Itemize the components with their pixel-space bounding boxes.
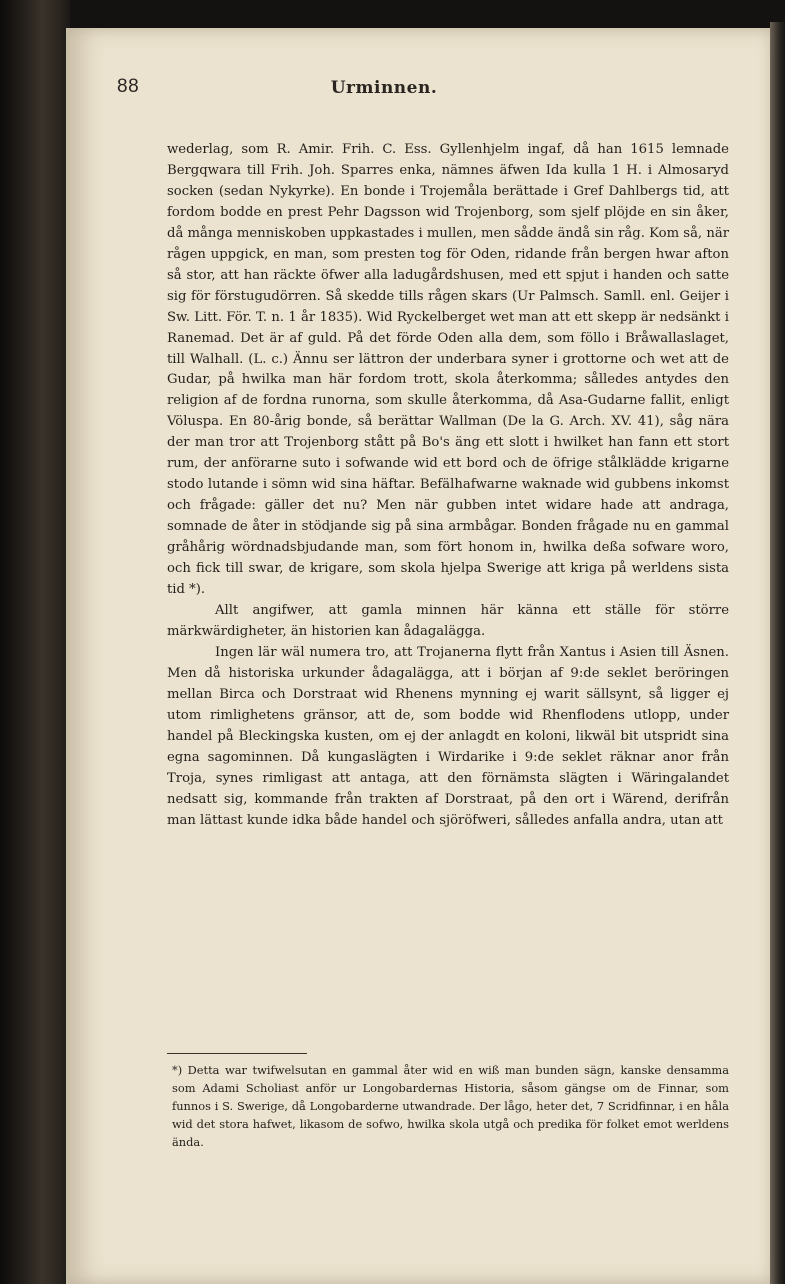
paragraph: Ingen lär wäl numera tro, att Trojanerna flytt från Xantus i Asien till Äsnen. Men då historiska urkunder ådagalägga, att i början af 9:de seklet beröringen mellan Birca och Dorstraat wid Rhenens mynning ej warit sällsynt, så ligger ej utom rimlighetens gränsor, att de, som bodde wid Rhenflodens utlopp, under handel på Bleckingska kusten, om ej der anlagdt en koloni, likwäl bit utspridt sina egna sagominnen. Då kungaslägten i Wirdarike i 9:de seklet räknar anor från Troja, synes rimligast att antaga, att den förnämsta slägten i Wäringalandet nedsatt sig, kommande från trakten af Dorstraat, på den ort i Wärend, derifrån man lättast kunde idka både handel och sjöröfweri, sålledes anfalla andra, utan att [167,644,729,828]
paragraph: Allt angifwer, att gamla minnen här känna ett ställe för större märkwärdigheter, än historien kan ådagalägga. [167,602,729,639]
page-edge-shadow [770,22,785,1284]
footnote [172,1061,729,1151]
paragraph: wederlag, som R. Amir. Frih. C. Ess. Gyllenhjelm ingaf, då han 1615 lemnade Bergqwara till Frih. Joh. Sparres enka, nämnes äfwen Ida kulla 1 H. i Almosaryd socken (sedan Nykyrke). En bonde i Trojemåla berättade i Gref Dahlbergs tid, att fordom bodde en prest Pehr Dagsson wid Trojenborg, som sjelf plöjde en sin åker, då många menniskoben uppkastades i mullen, men sådde ändå sin råg. Kom så, när rågen uppgick, en man, som presten tog för Oden, ridande från bergen hwar afton så stor, att han räckte öfwer alla ladugårdshusen, med ett spjut i handen och satte sig för förstugudörren. Så skedde tills rågen skars (Ur Palmsch. Samll. enl. Geijer i Sw. Litt. För. T. n. 1 år 1835). Wid Ryckelberget wet man att ett skepp är nedsänkt i Ranemad. Det är af guld. På det förde Oden alla dem, som föllo i Bråwallaslaget, till Walhall. (L. c.) Ännu ser lättron der underbara syner i grottorne och wet att de Gudar, på hwilka man här fordom trott, skola återkomma; sålledes antydes den religion af de fordna runorna, som skulle återkomma, då Asa-Gudarne fallit, enligt Völuspa. En 80-årig bonde, så berättar Wallman (De la G. Arch. XV. 41), såg nära der man tror att Trojenborg stått på Bo's äng ett slott i hwilket han fann ett stort rum, der anförarne suto i sofwande wid ett bord och de öfrige stålklädde krigarne stodo lutande i sömn wid sina häftar. Befälhafwarne waknade wid gubbens inkomst och frågade: gäller det nu? Men när gubben intet widare hade att andraga, somnade de åter in stödjande sig på sina armbågar. Bonden frågade nu en gammal gråhårig wördnadsbjudande man, som fört honom in, hwilka deßa sofware woro, och fick till swar, de krigare, som skola hjelpa Swerige att kriga på werldens sista tid *). [167,142,729,598]
footnote-text: *) Detta war twifwelsutan en gammal åter wid en wiß man bunden sägn, kanske densamma som Adami Scholiast anför ur Longobardernas Historia, såsom gängse om de Finnar, som funnos i S. Swerige, då Longobarderne utwandrade. Der lågo, heter det, 7 Scridfinnar, i en håla wid det stora hafwet, likasom de sofwo, hwilka skola utgå och predika för folket emot werldens ända. [172,1063,729,1149]
body-text [167,140,729,831]
footnote-divider [167,1053,307,1054]
book-spine-shadow [0,0,70,1284]
page-number: 88 [117,76,140,97]
page-header [84,76,644,106]
running-title: Urminnen. [330,78,438,98]
